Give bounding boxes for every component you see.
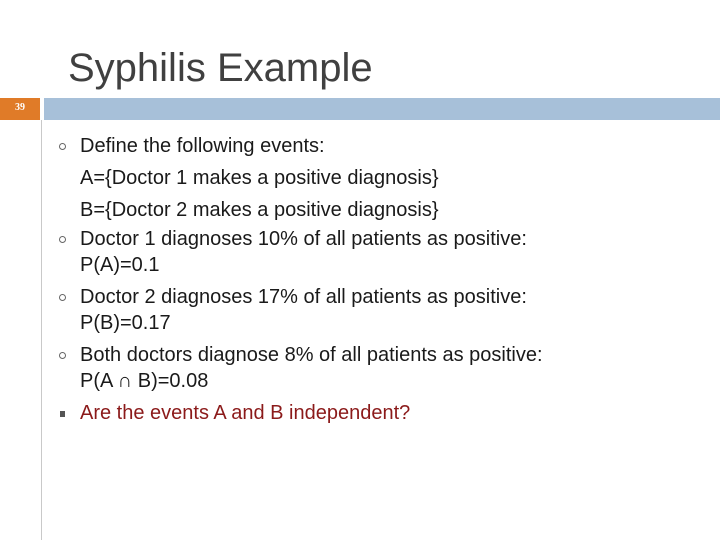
square-bullet-icon bbox=[56, 400, 68, 426]
bullet-text: Doctor 1 diagnoses 10% of all patients as positive: bbox=[80, 228, 527, 250]
circle-bullet-icon bbox=[56, 226, 68, 252]
bullet-item bbox=[80, 130, 543, 226]
bullet-text: P(A ∩ B)=0.08 bbox=[80, 370, 209, 392]
bullet-item bbox=[80, 400, 543, 426]
bullet-text: B={Doctor 2 makes a positive diagnosis} bbox=[80, 199, 439, 221]
bullet-item bbox=[80, 342, 543, 394]
header-bar bbox=[44, 98, 720, 120]
slide-body bbox=[80, 130, 543, 426]
bullet-item bbox=[80, 226, 543, 278]
bullet-text: A={Doctor 1 makes a positive diagnosis} bbox=[80, 167, 439, 189]
left-divider bbox=[41, 120, 42, 540]
circle-bullet-icon bbox=[56, 130, 68, 162]
slide-number: 39 bbox=[15, 102, 25, 113]
bullet-text: P(A)=0.1 bbox=[80, 254, 160, 276]
bullet-text: Define the following events: bbox=[80, 135, 325, 157]
bullet-item bbox=[80, 284, 543, 336]
circle-bullet-icon bbox=[56, 284, 68, 310]
slide-title: Syphilis Example bbox=[68, 46, 373, 90]
bullet-text: P(B)=0.17 bbox=[80, 312, 171, 334]
bullet-text: Both doctors diagnose 8% of all patients as positive: bbox=[80, 344, 543, 366]
bullet-text: Doctor 2 diagnoses 17% of all patients as positive: bbox=[80, 286, 527, 308]
question-text: Are the events A and B independent? bbox=[80, 402, 411, 424]
circle-bullet-icon bbox=[56, 342, 68, 368]
